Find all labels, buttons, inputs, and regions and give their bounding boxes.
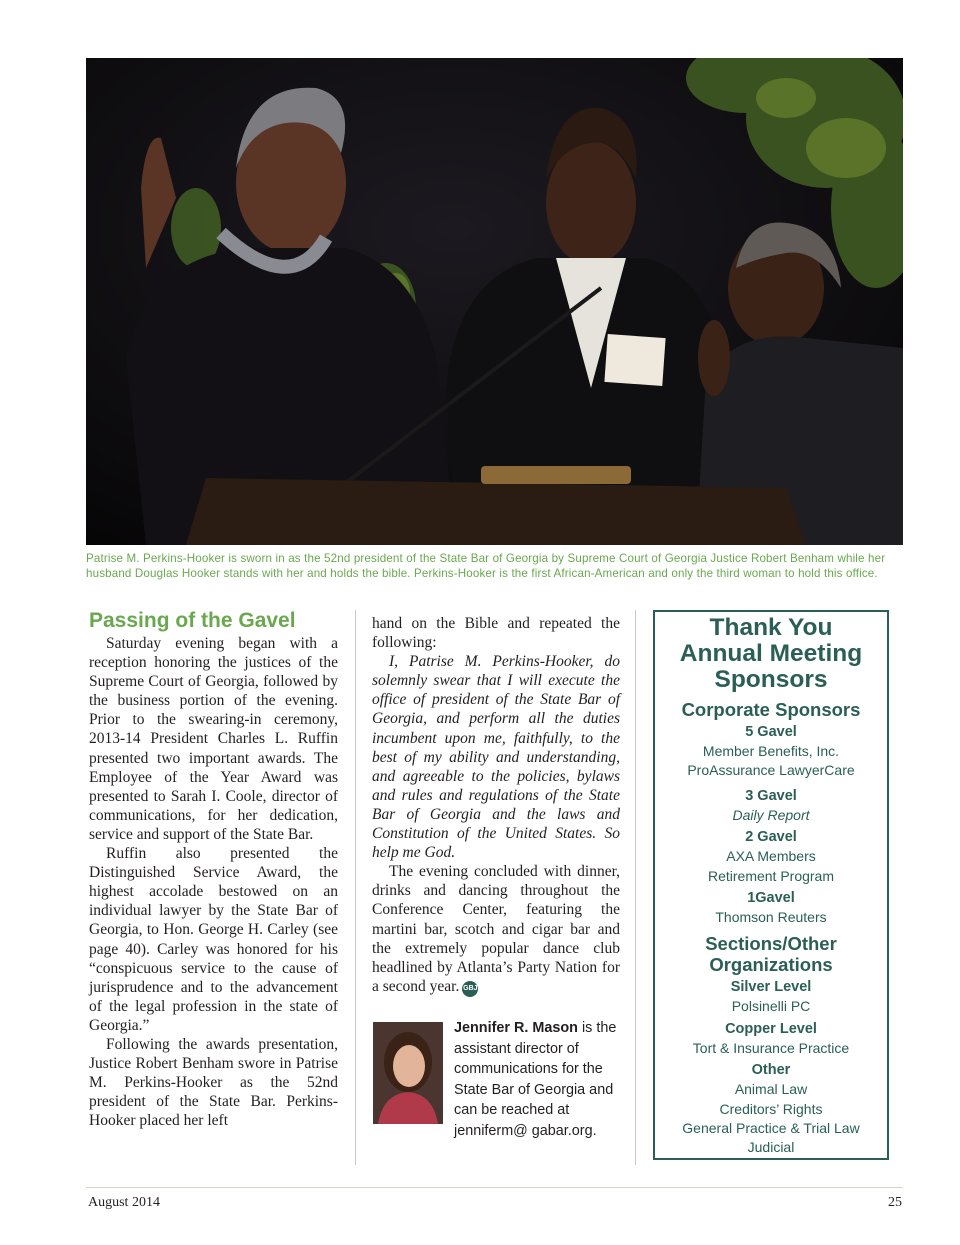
closing-paragraph-text: The evening concluded with dinner, drinks and dancing throughout the Conference Center, featuring the martini bar, scotch and cigar bar and the extremely popular dance club headlined by Atlanta’s Party Nation for a second year. [372,863,620,995]
article-column-2 [372,614,620,997]
sponsor-item: ProAssurance LawyerCare [687,762,855,779]
article-paragraph: Following the awards presentation, Justice Robert Benham swore in Patrise M. Perkins-Hooker as the 52nd president of the State Bar. Perkins-Hooker placed her left [89,1035,338,1130]
sponsor-level: Copper Level [725,1020,817,1037]
sponsor-item: Tort & Insurance Practice [692,1039,850,1056]
sponsor-item: Member Benefits, Inc. [702,743,840,759]
sponsor-level: Silver Level [730,979,812,996]
author-bio [454,1018,626,1142]
corporate-sponsors-heading: Corporate Sponsors [681,699,861,720]
issue-date: August 2014 [88,1195,160,1210]
sponsor-item: Judicial [747,1139,795,1156]
column-divider [355,610,356,1165]
end-mark-icon: GBJ [462,981,478,997]
author-portrait [373,1022,443,1124]
column-divider [635,610,636,1165]
author-photo [373,1022,443,1124]
sponsors-title [655,615,887,693]
sponsor-level: 3 Gavel [745,787,797,804]
sponsors-title-line: Thank You [709,614,833,641]
sponsor-level: 2 Gavel [745,829,797,846]
article-heading: Passing of the Gavel [89,609,296,632]
photo-illustration [86,58,903,545]
photo-caption: Patrise M. Perkins-Hooker is sworn in as the 52nd president of the State Bar of Georgia by Supreme Court of Georgia Justice Robert Benham while her husband Douglas Hooker stands with her and holds the bible. Perkins-Hooker is the first African-American and only the third woman to hold this office. [86,552,886,580]
oath-text: I, Patrise M. Perkins-Hooker, do solemnly swear that I will execute the office of president of the State Bar of Georgia, and perform all the duties incumbent upon me, faithfully, to the best of my ability and understanding, and agreeable to the policies, bylaws and rules and regulations of the State Bar of Georgia and the laws and Constitution of the United States. So help me God. [372,653,620,862]
sponsors-title-line: Annual Meeting [679,640,863,667]
sponsor-item: Creditors’ Rights [719,1100,823,1117]
sections-heading-line: Organizations [709,954,833,976]
sponsor-level: 5 Gavel [745,724,797,740]
sponsor-item: AXA Members [726,848,816,865]
sponsor-item: Retirement Program [707,867,835,884]
sponsor-level: 1Gavel [747,890,795,907]
footer-rule [86,1187,903,1188]
swearing-in-photo [86,58,903,545]
author-name: Jennifer R. Mason [454,1020,578,1036]
author-bio-text: is the assistant director of communications for the State Bar of Georgia and can be reached at jenniferm@ gabar.org. [454,1020,617,1139]
article-column-1 [89,608,338,1130]
article-paragraph: Ruffin also presented the Distinguished Service Award, the highest accolade bestowed on an individual lawyer by the State Bar of Georgia, to Hon. George H. Carley (see page 40). Carley was honored for his “conspicuous service to the cause of jurisprudence and to the advancement of the legal profession in the state of Georgia.” [89,845,338,1034]
sections-heading [655,933,887,975]
sponsor-item: Animal Law [734,1081,808,1098]
sponsor-item: Thomson Reuters [715,909,827,926]
sponsors-title-line: Sponsors [714,666,828,693]
sponsor-item: Polsinelli PC [731,998,811,1015]
article-paragraph: Saturday evening began with a reception honoring the justices of the Supreme Court of Georgia, followed by the business portion of the evening. Prior to the swearing-in ceremony, 2013-14 President Charles L. Ruffin presented two important awards. The Employee of the Year Award was presented to Sarah I. Coole, director of communications, for her dedication, service and support of the State Bar. [89,635,338,843]
sponsor-item: Daily Report [732,806,810,823]
sponsor-item: General Practice & Trial Law [682,1120,860,1137]
article-paragraph: hand on the Bible and repeated the following: [372,615,620,652]
page-number: 25 [888,1195,902,1210]
sections-heading-line: Sections/Other [705,933,837,955]
sponsor-level: Other [751,1062,791,1079]
sponsors-box [653,610,889,1160]
article-paragraph [372,862,620,997]
